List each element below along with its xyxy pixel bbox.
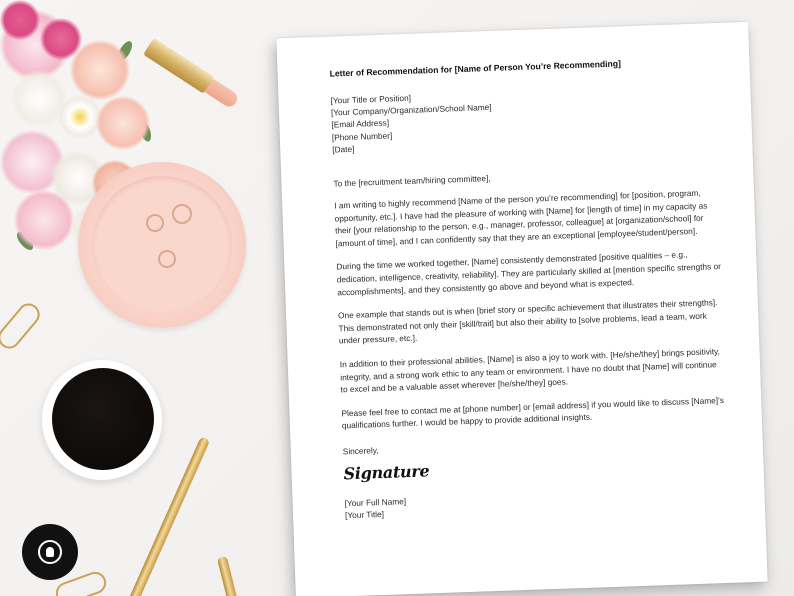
ring <box>158 250 176 268</box>
pink-plate <box>78 162 246 328</box>
paragraph-example: One example that stands out is when [brief story or specific achievement that illustrates their strengths]. This demonstrated not only their [skill/trait] but also their ability to [solve problems, lead a team, work under pressure, etc.]. <box>337 297 718 346</box>
paragraph-contact: Please feel free to contact me at [phone number] or [email address] if you would like to discuss [Name]’s qualifications further. I would be happy to provide additional insights. <box>341 394 725 431</box>
sender-title: [Your Title or Position] <box>330 92 412 106</box>
signoff-block <box>344 484 730 522</box>
sender-email: [Email Address] <box>331 117 390 130</box>
fox-icon <box>38 540 62 564</box>
signoff-name: [Your Full Name] <box>344 496 407 509</box>
sender-date: [Date] <box>332 143 355 155</box>
sender-organization: [Your Company/Organization/School Name] <box>330 102 492 118</box>
ring <box>146 214 164 232</box>
greeting: To the [recruitment team/hiring committee], <box>333 173 491 189</box>
paragraph-personal: In addition to their professional abilities, [Name] is also a joy to work with. [He/she/they] brings positivity, integrity, and a strong work ethic to any team or environment. I have no doubt that [Name] will continue to excel and be a valuable asset wherever [he/she/they] goes. <box>339 346 721 395</box>
sender-phone: [Phone Number] <box>331 130 393 143</box>
paragraph-qualities: During the time we worked together, [Name] consistently demonstrated [positive qualities – e.g., dedication, intelligence, creativity, reliability]. They are particularly skilled at [mention specific strengths or accomplishments], and they consistently go above and beyond what is expected. <box>336 249 722 298</box>
paragraph-intro: I am writing to highly recommend [Name of the person you’re recommending] for [position, program, opportunity, etc.]. I have had the pleasure of working with [Name] for [length of time] in my capacity as their [your relationship to the person, e.g., manager, professor, colleague] at [organization/school] for [amount of time], and I can confidently say that they are an exceptional [employee/student/person]. <box>334 187 708 249</box>
company-logo <box>22 524 78 580</box>
letter-content <box>329 55 730 522</box>
coffee-cup <box>42 360 162 480</box>
closing: Sincerely, <box>342 445 379 457</box>
signoff-title: [Your Title] <box>344 509 385 521</box>
ring <box>172 204 192 224</box>
signature: Signature <box>343 461 430 484</box>
gold-pen <box>217 556 241 596</box>
letter-title: Letter of Recommendation for [Name of Person You’re Recommending] <box>329 58 622 79</box>
sender-block <box>330 81 717 155</box>
paper-clip <box>0 299 44 353</box>
letter-page <box>276 22 767 596</box>
